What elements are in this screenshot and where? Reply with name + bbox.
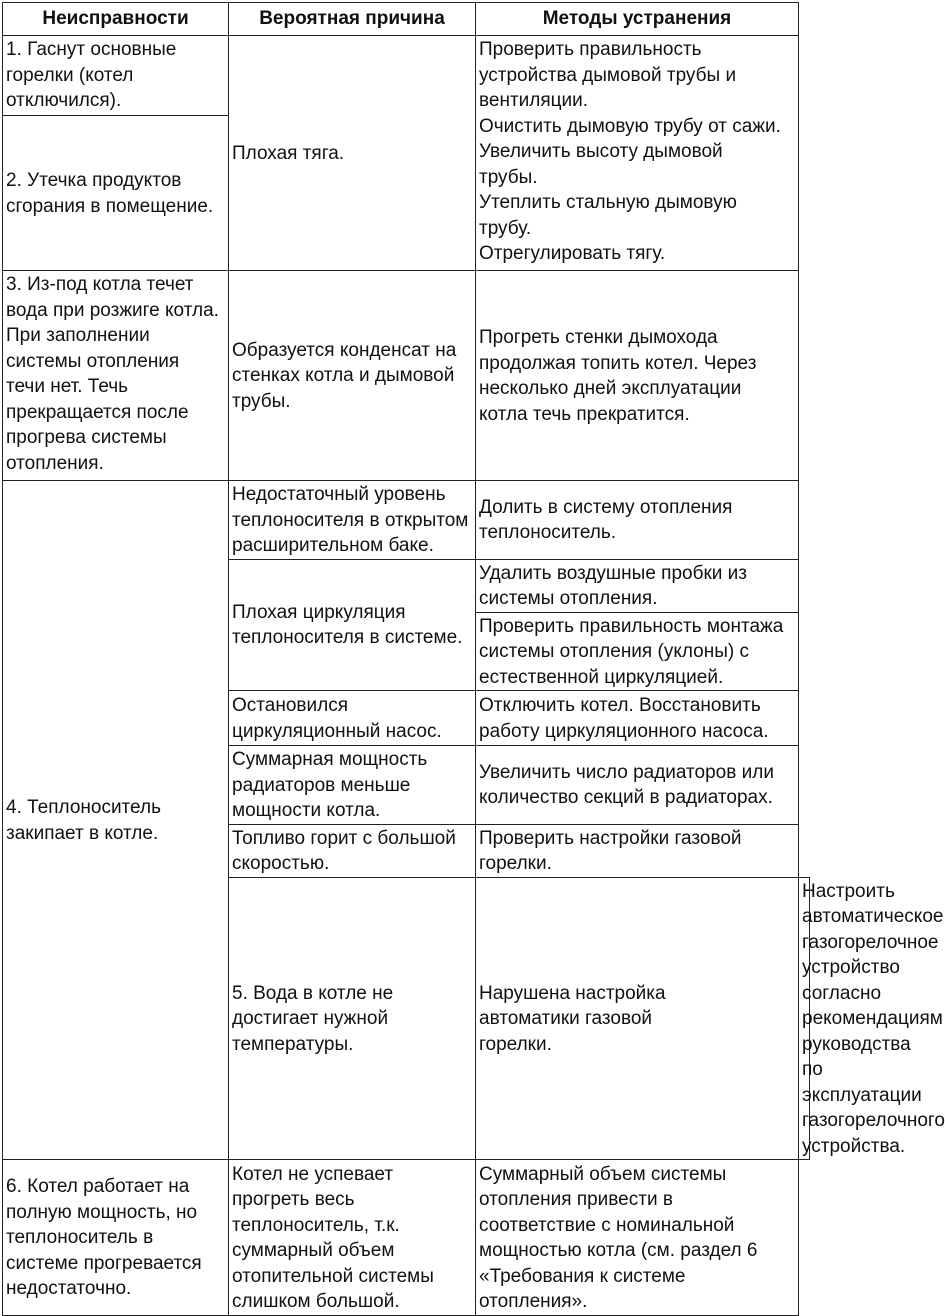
fix-cell: Удалить воздушные пробки из системы отопления. [476, 559, 799, 612]
fix-cell: Проверить правильность монтажа системы отопления (уклоны) с естественной циркуляцией. [476, 612, 799, 691]
cause-cell: Остановился циркуляционный насос. [229, 691, 476, 746]
table-row [3, 271, 810, 481]
cause-cell: Топливо горит с большой скоростью. [229, 824, 476, 877]
table-row [3, 1160, 810, 1316]
header-row [3, 3, 810, 36]
fix-cell: Прогреть стенки дымохода продолжая топить котел. Через несколько дней эксплуатации котла течь прекратится. [476, 271, 799, 481]
fix-cell: Проверить правильность устройства дымовой трубы и вентиляции. Очистить дымовую трубу от сажи. Увеличить высоту дымовой трубы. Утеплить стальную дымовую трубу. Отрегулировать тягу. [476, 36, 799, 271]
header-fault: Неисправности [3, 3, 229, 36]
fix-cell: Настроить автоматическое газогорелочное устройство согласно рекомендациям руководства по эксплуатации газогорелочного устройства. [799, 877, 810, 1160]
cause-cell: Котел не успевает прогреть весь теплоноситель, т.к. суммарный объем отопительной системы слишком большой. [229, 1160, 476, 1316]
fault-cell: 4. Теплоноситель закипает в котле. [3, 481, 229, 1160]
fault-cell: 6. Котел работает на полную мощность, но теплоноситель в системе прогревается недостаточно. [3, 1160, 229, 1316]
table-row [3, 481, 810, 560]
header-fix: Методы устранения [476, 3, 799, 36]
cause-cell: Образуется конденсат на стенках котла и дымовой трубы. [229, 271, 476, 481]
fix-cell: Увеличить число радиаторов или количество секций в радиаторах. [476, 746, 799, 825]
fix-cell: Суммарный объем системы отопления привести в соответствие с номинальной мощностью котла (см. раздел 6 «Требования к системе отопления». [476, 1160, 799, 1316]
cause-cell: Суммарная мощность радиаторов меньше мощности котла. [229, 746, 476, 825]
table-row [3, 36, 810, 116]
fault-cell: 2. Утечка продуктов сгорания в помещение. [3, 116, 229, 271]
fix-cell: Отключить котел. Восстановить работу циркуляционного насоса. [476, 691, 799, 746]
fault-cell: 1. Гаснут основные горелки (котел отключился). [3, 36, 229, 116]
cause-cell: Нарушена настройка автоматики газовой горелки. [476, 877, 799, 1160]
cause-cell: Недостаточный уровень теплоносителя в открытом расширительном баке. [229, 481, 476, 560]
fix-cell: Проверить настройки газовой горелки. [476, 824, 799, 877]
fault-cell: 5. Вода в котле не достигает нужной температуры. [229, 877, 476, 1160]
header-cause: Вероятная причина [229, 3, 476, 36]
fix-cell: Долить в систему отопления теплоноситель. [476, 481, 799, 560]
troubleshooting-table [2, 2, 945, 1316]
cause-cell: Плохая тяга. [229, 36, 476, 271]
fault-cell: 3. Из-под котла течет вода при розжиге котла. При заполнении системы отопления течи нет. Течь прекращается после прогрева системы отопления. [3, 271, 229, 481]
cause-cell: Плохая циркуляция теплоносителя в системе. [229, 559, 476, 691]
